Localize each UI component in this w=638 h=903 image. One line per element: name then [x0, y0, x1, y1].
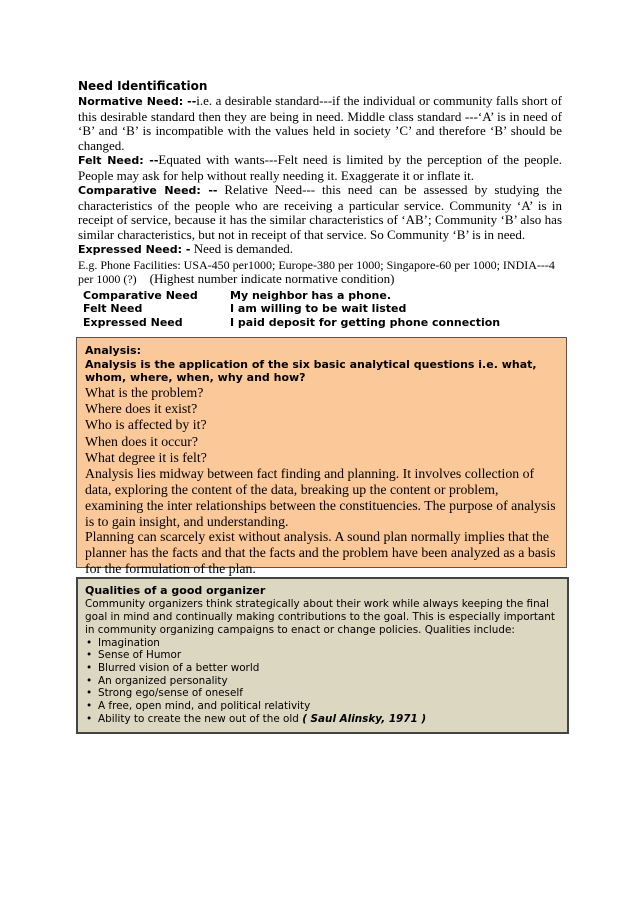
expressed-need-label: Expressed Need: - — [78, 243, 191, 256]
analysis-box — [76, 337, 567, 577]
qualities-list — [85, 637, 560, 726]
table-row — [83, 302, 500, 316]
analysis-question: When does it occur? — [85, 433, 199, 449]
comparative-need-text: Relative Need--- this need can be assessed by studying the characteristics of the people who are receiving a particular service. Community ‘A’ is in receipt of service, because it has the similar characteristics of ‘AB’; Community ‘B’ also has similar characteristics, but not in receipt of that service. So Community ‘B’ is in need. — [78, 182, 563, 242]
analysis-question: What is the problem? — [85, 384, 204, 400]
list-item — [85, 713, 560, 726]
table-cell-example: My neighbor has a phone. — [230, 288, 392, 302]
table-cell-need: Comparative Need — [83, 288, 198, 302]
need-comparison-table — [83, 289, 500, 330]
table-cell-example: I am willing to be wait listed — [230, 302, 407, 316]
expressed-need-text: Need is demanded. — [190, 241, 293, 256]
expressed-need-paragraph — [78, 242, 562, 258]
organizer-qualities-box — [76, 577, 569, 734]
bullet-icon: • — [86, 674, 93, 687]
table-cell-example: I paid deposit for getting phone connection — [230, 315, 501, 329]
list-item — [85, 662, 560, 675]
table-row — [83, 316, 500, 330]
normative-need-text: i.e. a desirable standard---if the individual or community falls short of this desirable standard then they are being in need. Middle class standard ---‘A’ is in need of ‘B’ and ‘B’ is incompatible with the values held in society ’C’ and therefore ‘B’ should be changed. — [78, 93, 562, 153]
normative-need-paragraph — [78, 94, 562, 153]
comparative-need-paragraph — [78, 183, 562, 242]
felt-need-label: Felt Need: -- — [78, 154, 159, 167]
analysis-paragraph-2: Planning can scarcely exist without analysis. A sound plan normally implies that the planner has the facts and that the facts and the problem have been analyzed as a basis for the formulation of the plan. — [85, 529, 556, 577]
quality-text: An organized personality — [98, 674, 228, 687]
bullet-icon: • — [86, 687, 93, 700]
citation: ( Saul Alinsky, 1971 ) — [302, 712, 427, 725]
example-text: E.g. Phone Facilities: USA-450 per1000; Europe-380 per 1000; Singapore-60 per 1000; INDIA---4 per 1000 (?) — [78, 257, 555, 286]
analysis-label: Analysis: — [85, 344, 141, 357]
analysis-question: Where does it exist? — [85, 401, 198, 417]
quality-text: Strong ego/sense of oneself — [98, 687, 243, 700]
list-item — [85, 687, 560, 700]
normative-need-label: Normative Need: -- — [78, 95, 197, 108]
list-item — [85, 649, 560, 662]
bullet-icon: • — [86, 661, 93, 674]
section-title: Need Identification — [78, 79, 208, 93]
quality-text: Ability to create the new out of the old — [98, 712, 303, 725]
table-cell-need: Felt Need — [83, 302, 143, 316]
bullet-icon: • — [86, 700, 93, 713]
table-row — [83, 289, 500, 303]
analysis-question: Who is affected by it? — [85, 417, 207, 433]
organizer-intro: Community organizers think strategically about their work while always keeping the final goal in mind and continually making contributions to the goal. This is especially important in community organizing campaigns to enact or change policies. Qualities include: — [85, 597, 555, 636]
list-item — [85, 675, 560, 688]
bullet-icon: • — [86, 636, 93, 649]
analysis-paragraph-1: Analysis lies midway between fact finding and planning. It involves collection of data, exploring the content of the data, breaking up the content or problem, examining the inter relationships between the constituencies. The purpose of analysis is to gain insight, and understanding. — [85, 466, 556, 529]
example-note: (Highest number indicate normative condition) — [136, 271, 395, 286]
quality-text: Sense of Humor — [98, 649, 182, 662]
analysis-intro: Analysis is the application of the six basic analytical questions i.e. what, whom, where, when, why and how? — [85, 357, 537, 385]
bullet-icon: • — [86, 649, 93, 662]
felt-need-paragraph — [78, 153, 562, 183]
comparative-need-label: Comparative Need: -- — [78, 184, 218, 197]
example-paragraph — [78, 258, 562, 287]
bullet-icon: • — [86, 712, 93, 725]
quality-text: A free, open mind, and political relativity — [98, 700, 311, 713]
quality-text: Imagination — [98, 636, 160, 649]
organizer-title: Qualities of a good organizer — [85, 584, 266, 597]
table-cell-need: Expressed Need — [83, 315, 183, 329]
analysis-question: What degree it is felt? — [85, 449, 207, 465]
need-identification-section — [78, 79, 562, 330]
felt-need-text: Equated with wants---Felt need is limited by the perception of the people. People may ask for help without really needing it. Exaggerate it or inflate it. — [78, 152, 562, 183]
quality-text: Blurred vision of a better world — [98, 661, 260, 674]
list-item — [85, 700, 560, 713]
list-item — [85, 637, 560, 650]
